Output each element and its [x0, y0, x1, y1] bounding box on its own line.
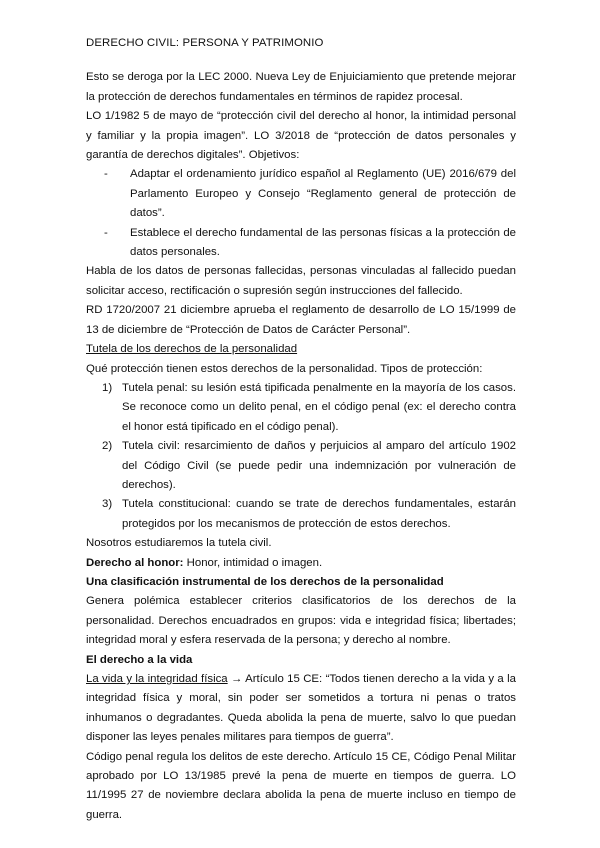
paragraph-clasificacion: Genera polémica establecer criterios clasificatorios de los derechos de la personalidad. Derechos encuadrados en grupos: vida e integridad física; libertades; integridad moral y esfera reservada de la persona; y derecho al nombre.	[86, 595, 516, 647]
paragraph-tipos-proteccion: Qué protección tienen estos derechos de la personalidad. Tipos de protección:	[86, 362, 483, 375]
list-item-text: Tutela civil: resarcimiento de daños y perjuicios al amparo del artículo 1902 del Código Civil (se puede pedir una indemnización por vulneración de derechos).	[122, 440, 516, 491]
list-item	[102, 495, 516, 534]
list-marker: -	[104, 168, 108, 181]
list-marker: 2)	[102, 440, 113, 453]
honor-text: Honor, intimidad o imagen.	[183, 556, 323, 569]
paragraph-derecho-honor	[86, 554, 516, 573]
section-heading-vida: El derecho a la vida	[86, 653, 193, 666]
paragraph-lo-1982: LO 1/1982 5 de mayo de “protección civil del derecho al honor, la intimidad personal y familiar y la propia imagen”. LO 3/2018 de “protección de datos personales y garantía de derechos digitales”. Objetivos:	[86, 110, 516, 162]
list-item	[102, 379, 516, 437]
paragraph-lec: Esto se deroga por la LEC 2000. Nueva Ley de Enjuiciamiento que pretende mejorar la protección de derechos fundamentales en términos de rapidez procesal.	[86, 71, 516, 103]
paragraph-tutela-civil: Nosotros estudiaremos la tutela civil.	[86, 537, 272, 550]
section-heading-clasificacion: Una clasificación instrumental de los derechos de la personalidad	[86, 575, 444, 588]
list-item	[104, 224, 516, 263]
document-page	[86, 34, 516, 825]
list-item-text: Establece el derecho fundamental de las personas físicas a la protección de datos personales.	[130, 226, 516, 259]
list-marker: 3)	[102, 498, 113, 511]
list-item	[102, 437, 516, 495]
paragraph-codigo-penal: Código penal regula los delitos de este derecho. Artículo 15 CE, Código Penal Militar aprobado por LO 13/1985 prevé la pena de muerte en tiempos de guerra. LO 11/1995 27 de noviembre declara abolida la pena de muerte incluso en tiempo de guerra.	[86, 750, 516, 821]
paragraph-rd-1720: RD 1720/2007 21 diciembre aprueba el reglamento de desarrollo de LO 15/1999 de 13 de diciembre de “Protección de Datos de Carácter Personal”.	[86, 304, 516, 336]
vida-label: La vida y la integridad física	[86, 673, 228, 685]
list-marker: -	[104, 226, 108, 239]
paragraph-articulo-15	[86, 670, 516, 748]
section-heading-tutela: Tutela de los derechos de la personalidad	[86, 343, 298, 356]
honor-label: Derecho al honor:	[86, 556, 184, 569]
list-item-text: Adaptar el ordenamiento jurídico español al Reglamento (UE) 2016/679 del Parlamento Europeo y Consejo “Reglamento general de protección de datos”.	[130, 168, 516, 220]
list-item-text: Tutela penal: su lesión está tipificada penalmente en la mayoría de los casos. Se reconoce como un delito penal, en el código penal (ex: el derecho contra el honor está tipificado en el código penal).	[122, 381, 516, 433]
document-header: DERECHO CIVIL: PERSONA Y PATRIMONIO	[86, 37, 324, 49]
list-item-text: Tutela constitucional: cuando se trate de derechos fundamentales, estarán protegidos por los mecanismos de protección de estos derechos.	[122, 498, 516, 530]
list-item	[104, 165, 516, 223]
paragraph-fallecidos: Habla de los datos de personas fallecidas, personas vinculadas al fallecido puedan solicitar acceso, rectificación o supresión según instrucciones del fallecido.	[86, 265, 516, 297]
vida-text: → Artículo 15 CE: “Todos tienen derecho a la vida y a la integridad física y moral, sin poder ser sometidos a tortura ni penas o tratos inhumanos o degradantes. Queda abolida la pena de muerte, salvo lo que puedan disponer las leyes penales militares para tiempos de guerra”.	[86, 673, 516, 744]
list-marker: 1)	[102, 381, 113, 394]
